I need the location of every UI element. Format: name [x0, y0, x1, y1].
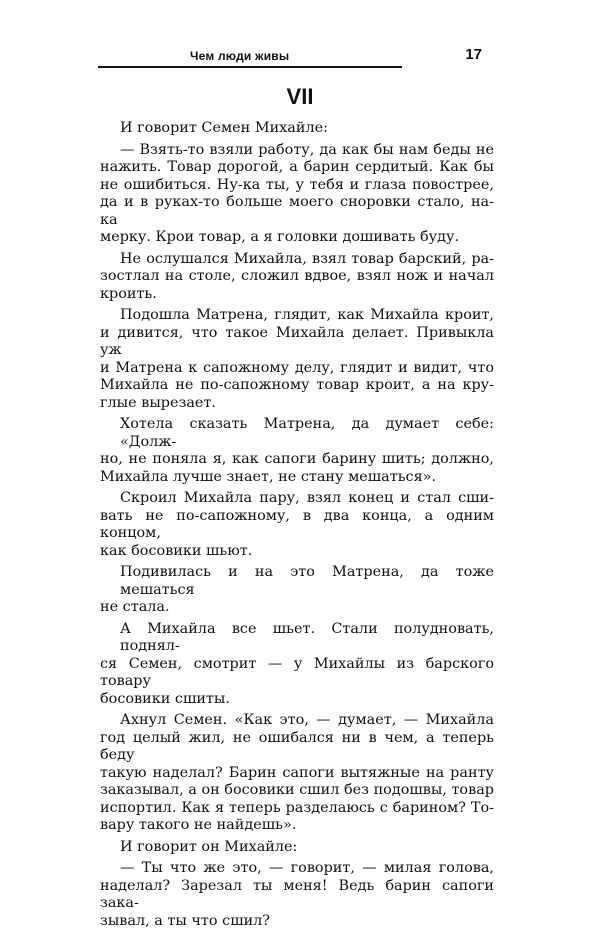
text-line: как босовики шьют.	[100, 542, 253, 559]
text-line: зывал, а ты что сшил?	[100, 912, 271, 929]
text-line: Подивилась и на это Матрена, да тоже мешаться	[120, 564, 494, 598]
text-line: нажить. Товар дорогой, а барин сердитый. Как бы	[100, 159, 494, 175]
header-rule	[98, 66, 402, 68]
paragraph	[100, 712, 494, 835]
paragraph	[100, 416, 494, 486]
text-line: Хотела сказать Матрена, да думает себе: «Долж-	[120, 416, 494, 450]
text-line: не ошибиться. Ну-ка ты, у тебя и глаза повострее,	[100, 176, 494, 193]
text-line: глые вырезает.	[100, 394, 216, 411]
text-line: год целый жил, не ошибался ни в чем, а теперь беду	[100, 729, 494, 763]
text-line: и Матрена к сапожному делу, глядит и видит, что	[100, 359, 494, 376]
text-line: босовики сшиты.	[100, 690, 230, 707]
text-line: И говорит он Михайле:	[120, 838, 298, 855]
paragraph	[100, 307, 494, 412]
text-line: не стала.	[100, 599, 170, 615]
paragraph	[100, 251, 494, 304]
text-line: испортил. Как я теперь разделаюсь с барином? То-	[100, 799, 494, 816]
text-line: Ахнул Семен. «Как это, — думает, — Михайла	[120, 712, 494, 728]
text-line: Не ослушался Михайла, взял товар барский, ра-	[120, 250, 494, 267]
text-line: Подошла Матрена, глядит, как Михайла кроит,	[120, 307, 494, 323]
paragraph	[100, 120, 494, 138]
paragraph	[100, 839, 494, 857]
text-line: А Михайла все шьет. Стали полудновать, поднял-	[120, 620, 494, 654]
text-line: но, не поняла я, как сапоги барину шить; должно,	[100, 451, 494, 467]
text-line: вать не по-сапожному, в два конца, а одним концом,	[100, 507, 494, 541]
paragraph	[100, 860, 494, 930]
paragraph	[100, 621, 494, 709]
text-line: Михайла лучше знает, не стану мешаться».	[100, 468, 437, 485]
text-line: И говорит Семен Михайле:	[120, 120, 328, 136]
text-line: мерку. Крои товар, а я головки дошивать буду.	[100, 229, 460, 245]
text-line: ся Семен, смотрит — у Михайлы из барского товару	[100, 655, 494, 689]
text-line: такую наделал? Барин сапоги вытяжные на ранту	[100, 764, 494, 781]
paragraph	[100, 490, 494, 560]
body-text	[100, 120, 494, 934]
page-header	[98, 46, 490, 68]
page-number: 17	[465, 46, 482, 63]
text-line: заказывал, а он босовики сшил без подошвы, товар	[100, 782, 494, 798]
text-line: да и в руках-то больше моего сноровки стало, на-ка	[100, 194, 494, 228]
text-line: Михайла не по-сапожному товар кроит, а на кру-	[100, 377, 494, 393]
text-line: — Взять-то взяли работу, да как бы нам беды не	[120, 141, 494, 158]
text-line: вару такого не найдешь».	[100, 817, 297, 833]
text-line: кроить.	[100, 285, 157, 302]
running-title: Чем люди живы	[190, 49, 290, 63]
text-line: наделал? Зарезал ты меня! Ведь барин сапоги зака-	[100, 877, 494, 911]
text-line: зостлал на столе, сложил вдвое, взял нож и начал	[100, 268, 494, 284]
chapter-title: VII	[286, 84, 314, 109]
paragraph	[100, 142, 494, 247]
text-line: и дивится, что такое Михайла делает. Привыкла уж	[100, 324, 494, 358]
text-line: — Ты что же это, — говорит, — милая голова,	[120, 860, 494, 876]
text-line: Скроил Михайла пару, взял конец и стал сши-	[120, 490, 494, 506]
paragraph	[100, 564, 494, 617]
